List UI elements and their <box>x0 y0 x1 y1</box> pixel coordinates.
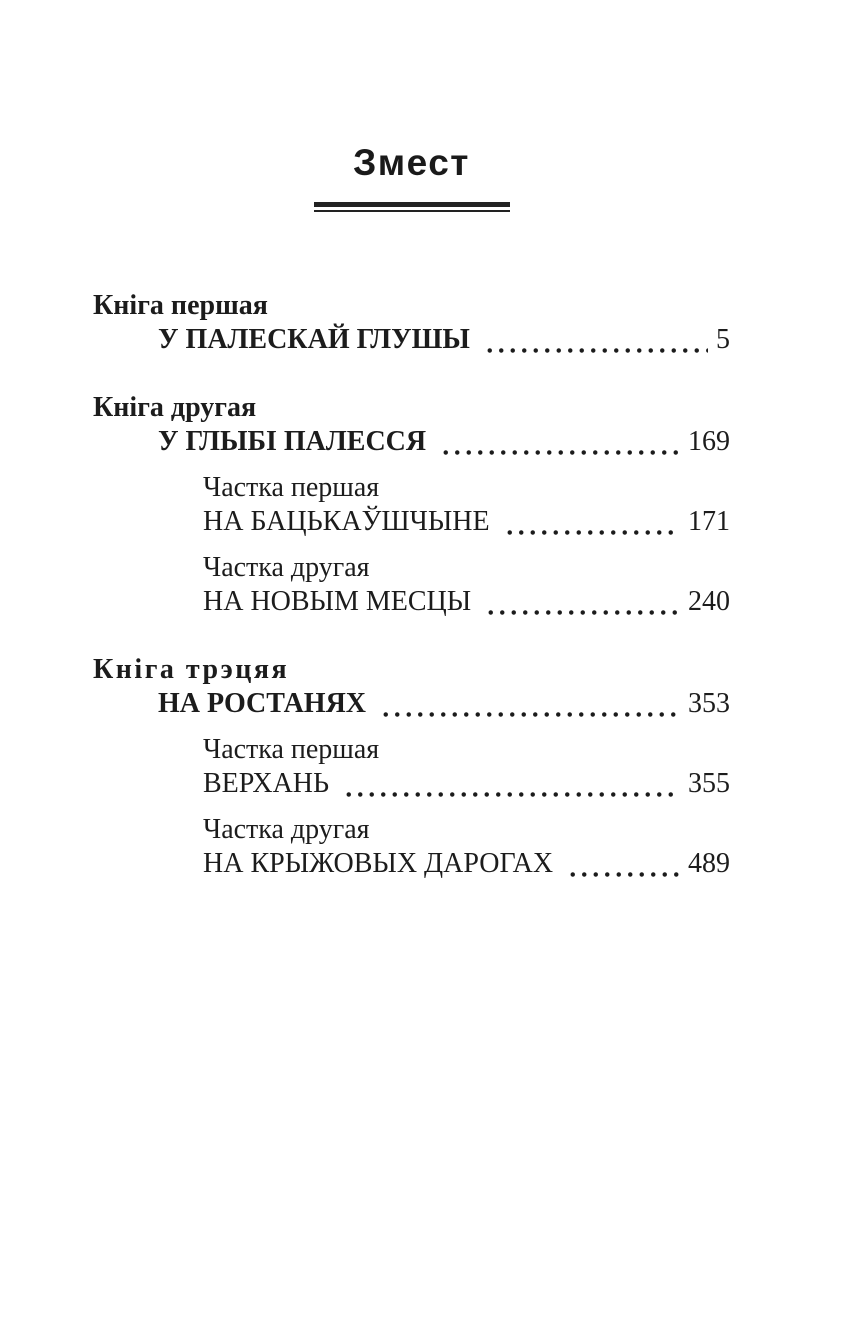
entry-title-row <box>158 425 730 459</box>
dot-leader <box>565 871 680 878</box>
page-title: Змест <box>353 142 470 183</box>
dot-leader <box>483 609 680 616</box>
entry-title: У ГЛЫБІ ПАЛЕССЯ <box>158 426 427 458</box>
title-double-rule <box>314 202 510 212</box>
entry-page-number: 5 <box>716 324 730 356</box>
dot-leader <box>438 449 680 456</box>
entry-label: Частка першая <box>203 734 380 766</box>
entry-page-number: 355 <box>688 768 730 800</box>
dot-leader <box>482 347 708 354</box>
toc-entry <box>93 551 730 619</box>
entry-label: Кніга другая <box>93 392 257 424</box>
toc-list <box>93 289 730 881</box>
entry-title-row <box>203 847 730 881</box>
entry-title: ВЕРХАНЬ <box>203 768 330 800</box>
toc-entry <box>93 653 730 721</box>
entry-title: НА КРЫЖОВЫХ ДАРОГАХ <box>203 848 554 880</box>
entry-title: НА НОВЫМ МЕСЦЫ <box>203 586 472 618</box>
dot-leader <box>378 711 680 718</box>
dot-leader <box>341 791 680 798</box>
toc-entry <box>93 391 730 459</box>
entry-page-number: 171 <box>688 506 730 538</box>
toc-entry <box>93 289 730 357</box>
entry-title: У ПАЛЕСКАЙ ГЛУШЫ <box>158 324 470 356</box>
entry-page-number: 489 <box>688 848 730 880</box>
toc-entry <box>93 813 730 881</box>
entry-title-row <box>203 767 730 801</box>
entry-label: Кніга трэцяя <box>93 654 290 686</box>
entry-page-number: 240 <box>688 586 730 618</box>
content-column <box>93 0 730 881</box>
toc-entry <box>93 471 730 539</box>
entry-title-row <box>158 687 730 721</box>
entry-title-row <box>158 323 730 357</box>
entry-title-row <box>203 505 730 539</box>
entry-title: НА РОСТАНЯХ <box>158 688 367 720</box>
entry-label: Кніга першая <box>93 290 268 322</box>
toc-entry <box>93 733 730 801</box>
entry-page-number: 169 <box>688 426 730 458</box>
title-block <box>93 0 730 212</box>
entry-label: Частка першая <box>203 472 380 504</box>
entry-page-number: 353 <box>688 688 730 720</box>
dot-leader <box>502 529 680 536</box>
entry-title: НА БАЦЬКАЎШЧЫНЕ <box>203 506 490 538</box>
entry-label: Частка другая <box>203 552 370 584</box>
entry-title-row <box>203 585 730 619</box>
entry-label: Частка другая <box>203 814 370 846</box>
